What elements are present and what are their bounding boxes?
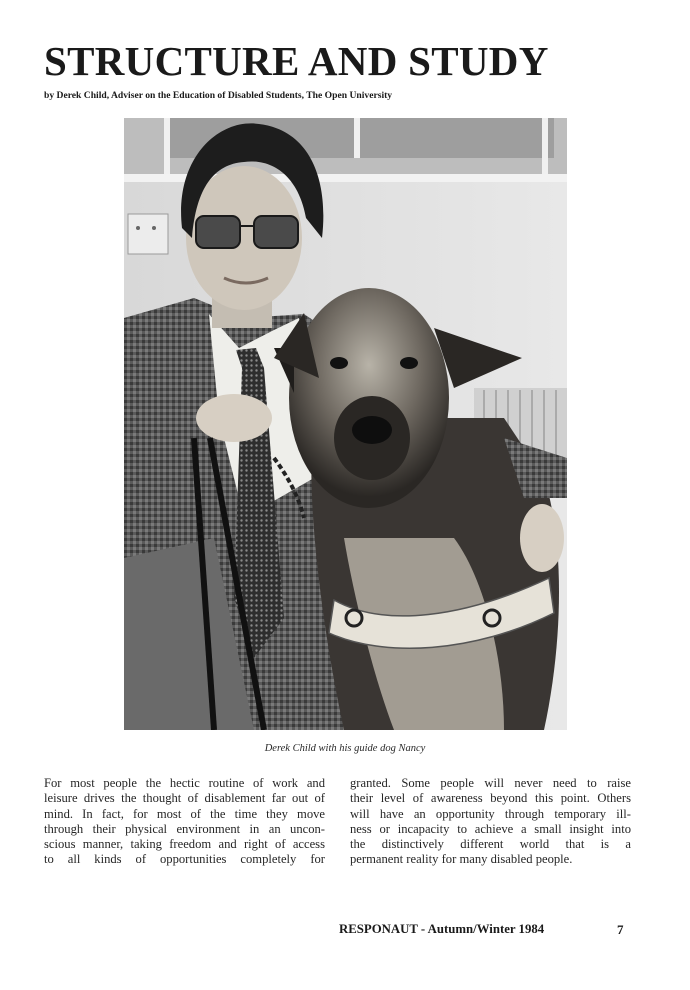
body-line: permanent reality for many disabled people. bbox=[350, 852, 573, 867]
body-line: leisure drives the thought of disablement far out of bbox=[44, 791, 325, 806]
footer-journal-title: RESPONAUT - Autumn/Winter 1984 bbox=[339, 922, 545, 936]
body-line: For most people the hectic routine of work and bbox=[44, 776, 325, 790]
body-line: granted. Some people will never need to raise bbox=[350, 776, 631, 790]
body-line: mind. In fact, for most of the time they move bbox=[44, 806, 325, 821]
photo-caption: Derek Child with his guide dog Nancy bbox=[264, 743, 426, 754]
body-line: to all kinds of opportunities completely for bbox=[44, 852, 325, 867]
body-line: ness or incapacity to achieve a small insight into bbox=[350, 821, 631, 836]
article-byline: by Derek Child, Adviser on the Education of Disabled Students, The Open University bbox=[44, 90, 393, 101]
body-line: through their physical environment in an uncon- bbox=[44, 821, 325, 836]
article-photo bbox=[124, 118, 567, 730]
page-number: 7 bbox=[617, 922, 624, 937]
body-text-right-column bbox=[350, 776, 631, 868]
body-line: will have an opportunity through temporary ill- bbox=[350, 806, 631, 821]
article-title: STRUCTURE AND STUDY bbox=[44, 38, 549, 84]
body-text-left-column bbox=[44, 776, 325, 868]
body-line: their level of awareness beyond this point. Others bbox=[350, 791, 631, 806]
body-line: the distinctively different world that is a bbox=[350, 837, 631, 852]
body-line: scious manner, taking freedom and right of access bbox=[44, 837, 325, 852]
